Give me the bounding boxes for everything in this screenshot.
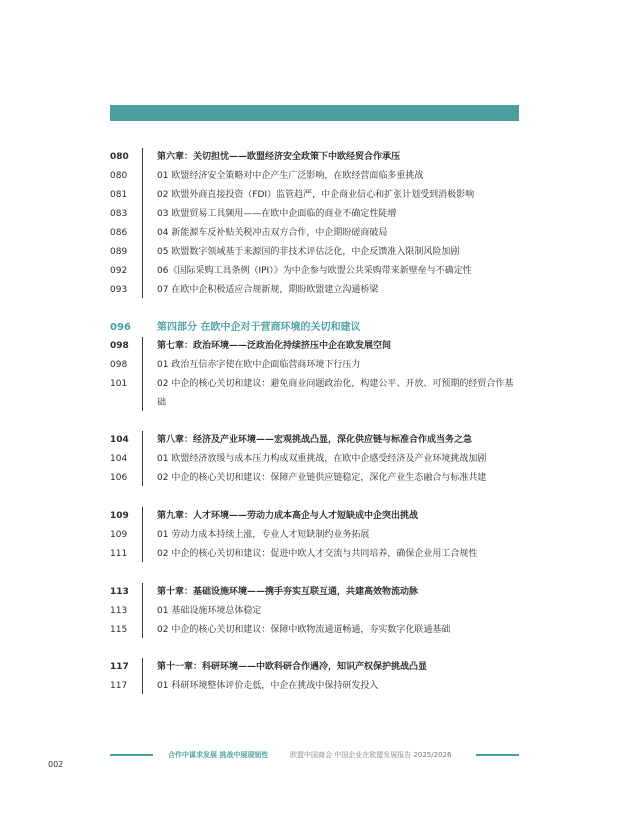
page-ref: 104 (110, 454, 128, 464)
toc-row[interactable] (110, 507, 530, 526)
toc-row[interactable] (110, 205, 530, 224)
toc-title: 第八章：经济及产业环境——宏观挑战凸显，深化供应链与标准合作成当务之急 (157, 435, 473, 445)
page-ref: 113 (110, 606, 128, 616)
toc-row[interactable] (110, 148, 530, 167)
toc-row[interactable] (110, 375, 530, 413)
toc-section-chapter-6 (110, 148, 530, 300)
toc-row[interactable] (110, 526, 530, 545)
toc-title: 第六章：关切担忧——欧盟经济安全政策下中欧经贸合作承压 (157, 152, 401, 162)
toc-section-chapter-9 (110, 507, 530, 564)
page-ref: 092 (110, 266, 128, 276)
toc-section-chapter-10 (110, 583, 530, 640)
page-ref: 111 (110, 549, 128, 559)
footer-slogan: 合作中谋求发展 挑战中展现韧性 (168, 751, 269, 759)
toc-row[interactable] (110, 658, 530, 677)
page-footer (110, 747, 519, 763)
footer-rule-left (110, 754, 153, 756)
toc-title: 第七章：政治环境——泛政治化持续挤压中企在欧发展空间 (157, 341, 392, 351)
toc-row[interactable] (110, 186, 530, 205)
toc-title: 01 政治互信赤字使在欧中企面临营商环境下行压力 (157, 360, 361, 370)
page-ref: 109 (110, 530, 128, 540)
page-ref: 115 (110, 625, 128, 635)
page-ref: 080 (110, 171, 128, 181)
toc-row[interactable] (110, 167, 530, 186)
page-ref: 117 (110, 662, 129, 672)
toc-title: 第十一章：科研环境——中欧科研合作遇冷，知识产权保护挑战凸显 (157, 662, 428, 672)
toc-title: 02 欧盟外商直接投资（FDI）监管趋严，中企商业信心和扩张计划受到消极影响 (157, 190, 475, 200)
toc-title: 01 科研环境整体评价走低，中企在挑战中保持研发投入 (157, 681, 379, 691)
toc-title: 01 欧盟经济安全策略对中企产生广泛影响，在欧经营面临多重挑战 (157, 171, 424, 181)
page-ref: 109 (110, 511, 129, 521)
page-ref: 083 (110, 209, 128, 219)
part-title: 第四部分 在欧中企对于营商环境的关切和建议 (157, 322, 361, 333)
toc-row[interactable] (110, 450, 530, 469)
toc-row[interactable] (110, 262, 530, 281)
toc-title: 02 中企的核心关切和建议：保障产业链供应链稳定，深化产业生态融合与标准共建 (157, 473, 487, 483)
toc-title: 06《国际采购工具条例（IPI）》为中企参与欧盟公共采购带来新壁垒与不确定性 (157, 266, 472, 276)
page-ref: 081 (110, 190, 128, 200)
toc-row[interactable] (110, 356, 530, 375)
page-ref: 117 (110, 681, 128, 691)
toc-row[interactable] (110, 281, 530, 300)
toc-row[interactable] (110, 545, 530, 564)
footer-report-title: 欧盟中国商会 中国企业在欧盟发展报告 2025/2026 (290, 751, 452, 759)
page-number: 002 (48, 760, 64, 769)
toc-title: 07 在欧中企积极适应合规新规，期盼欧盟建立沟通桥梁 (157, 285, 379, 295)
page-ref: 089 (110, 247, 128, 257)
header-accent-bar (110, 105, 519, 121)
toc-row[interactable] (110, 469, 530, 488)
toc-row[interactable] (110, 431, 530, 450)
toc-title: 03 欧盟贸易工具频用——在欧中企面临的商业不确定性陡增 (157, 209, 397, 219)
toc-title: 05 欧盟数字领域基于来源国的非技术评估泛化，中企反馈准入限制风险加剧 (157, 247, 460, 257)
toc-section-chapter-11 (110, 658, 530, 696)
toc-title: 01 基础设施环境总体稳定 (157, 606, 262, 616)
toc-title: 第十章：基础设施环境——携手夯实互联互通，共建高效物流动脉 (157, 587, 419, 597)
toc-title: 02 中企的核心关切和建议：保障中欧物流通道畅通，夯实数字化联通基础 (157, 625, 451, 635)
toc-title: 第九章：人才环境——劳动力成本高企与人才短缺成中企突出挑战 (157, 511, 419, 521)
toc-row[interactable] (110, 337, 530, 356)
page-ref: 104 (110, 435, 129, 445)
page-ref: 113 (110, 587, 129, 597)
page-ref: 080 (110, 152, 129, 162)
page-ref: 106 (110, 473, 128, 483)
page-ref: 098 (110, 341, 129, 351)
page-ref: 093 (110, 285, 128, 295)
page-ref: 086 (110, 228, 128, 238)
toc-row[interactable] (110, 224, 530, 243)
toc-section-chapter-7 (110, 337, 530, 413)
toc-title: 01 劳动力成本持续上涨，专业人才短缺制约业务拓展 (157, 530, 370, 540)
toc-row[interactable] (110, 583, 530, 602)
part-page-ref: 096 (110, 322, 131, 333)
toc-section-chapter-8 (110, 431, 530, 488)
toc-row[interactable] (110, 243, 530, 262)
toc-title: 04 新能源车反补贴关税冲击双方合作，中企期盼磋商破局 (157, 228, 388, 238)
toc-row[interactable] (110, 621, 530, 640)
toc-row[interactable] (110, 677, 530, 696)
page-ref: 101 (110, 379, 128, 389)
toc-title: 02 中企的核心关切和建议：促进中欧人才交流与共同培养，确保企业用工合规性 (157, 549, 478, 559)
page-ref: 098 (110, 360, 128, 370)
toc-row[interactable] (110, 602, 530, 621)
toc-title: 01 欧盟经济放缓与成本压力构成双重挑战，在欧中企感受经济及产业环境挑战加剧 (157, 454, 487, 464)
toc-title: 02 中企的核心关切和建议：避免商业问题政治化，构建公平、开放、可预期的经贸合作基础 (157, 379, 514, 408)
footer-rule-right (476, 754, 519, 756)
